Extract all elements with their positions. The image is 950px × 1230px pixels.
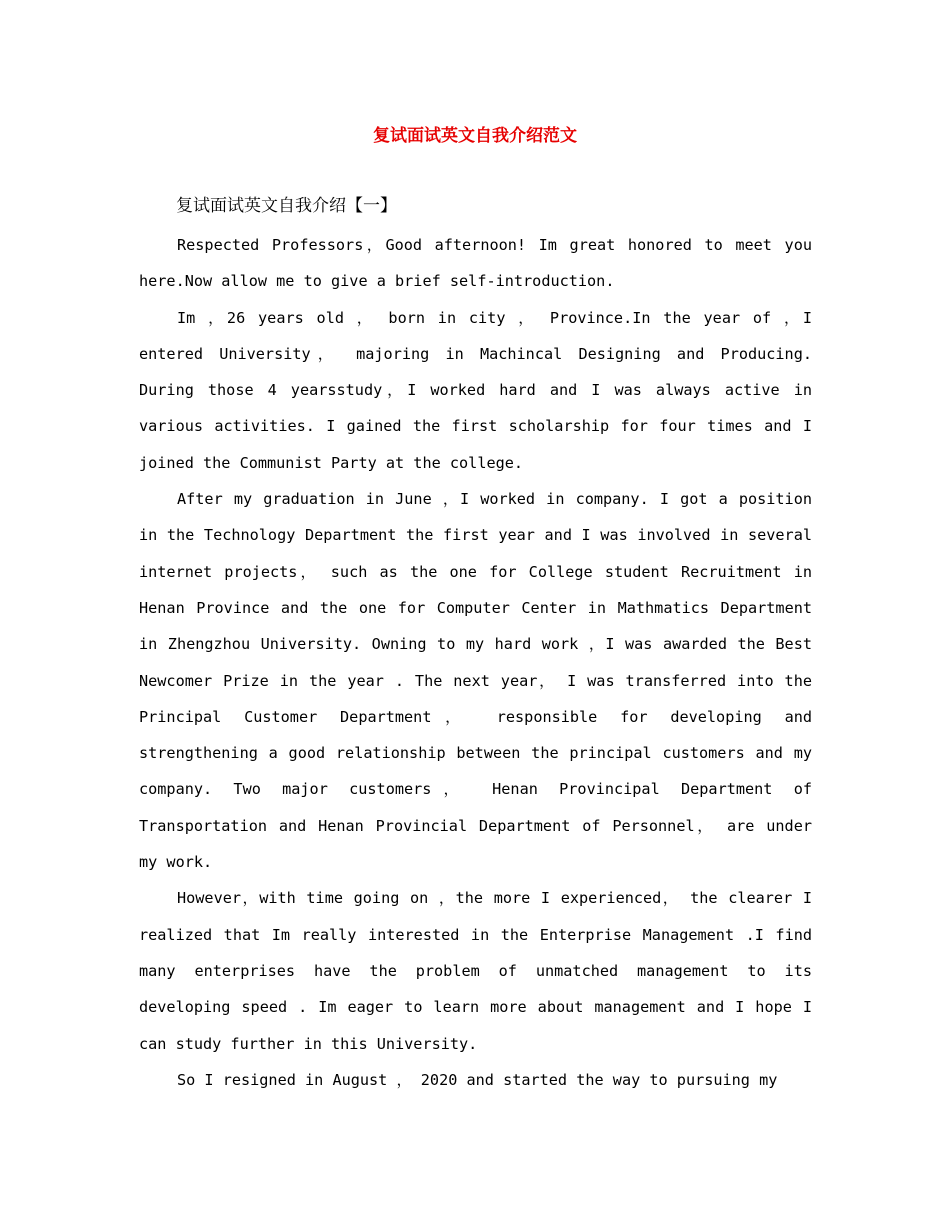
paragraph: Im ，26 years old ， born in city ， Province.In the year of ，I entered University， majoring in Machincal Designing and Producing. During those 4 yearsstudy，I worked hard and I was always active in various activities. I gained the first scholarship for four times and I joined the Communist Party at the college. (139, 308, 812, 472)
paragraph: Respected Professors，Good afternoon! Im great honored to meet you here.Now allow me to give a brief self-introduction. (139, 236, 812, 291)
paragraph: However，with time going on ，the more I experienced， the clearer I realized that Im really interested in the Enterprise Management .I find many enterprises have the problem of unmatched management to its developing speed . Im eager to learn more about management and I hope I can study further in this University. (139, 889, 812, 1053)
paragraph: So I resigned in August ， 2020 and started the way to pursuing my (177, 1070, 778, 1089)
document-title: 复试面试英文自我介绍范文 (373, 126, 577, 146)
paragraph: After my graduation in June ，I worked in company. I got a position in the Technology Department the first year and I was involved in several internet projects， such as the one for College student Recruitment in Henan Province and the one for Computer Center in Mathmatics Department in Zhengzhou University. Owning to my hard work ，I was awarded the Best Newcomer Prize in the year . The next year， I was transferred into the Principal Customer Department， responsible for developing and strengthening a good relationship between the principal customers and my company. Two major customers， Henan Provincipal Department of Transportation and Henan Provincial Department of Personnel， are under my work. (139, 490, 812, 872)
document-body (139, 227, 812, 1098)
section-heading: 复试面试英文自我介绍【一】 (176, 196, 397, 216)
